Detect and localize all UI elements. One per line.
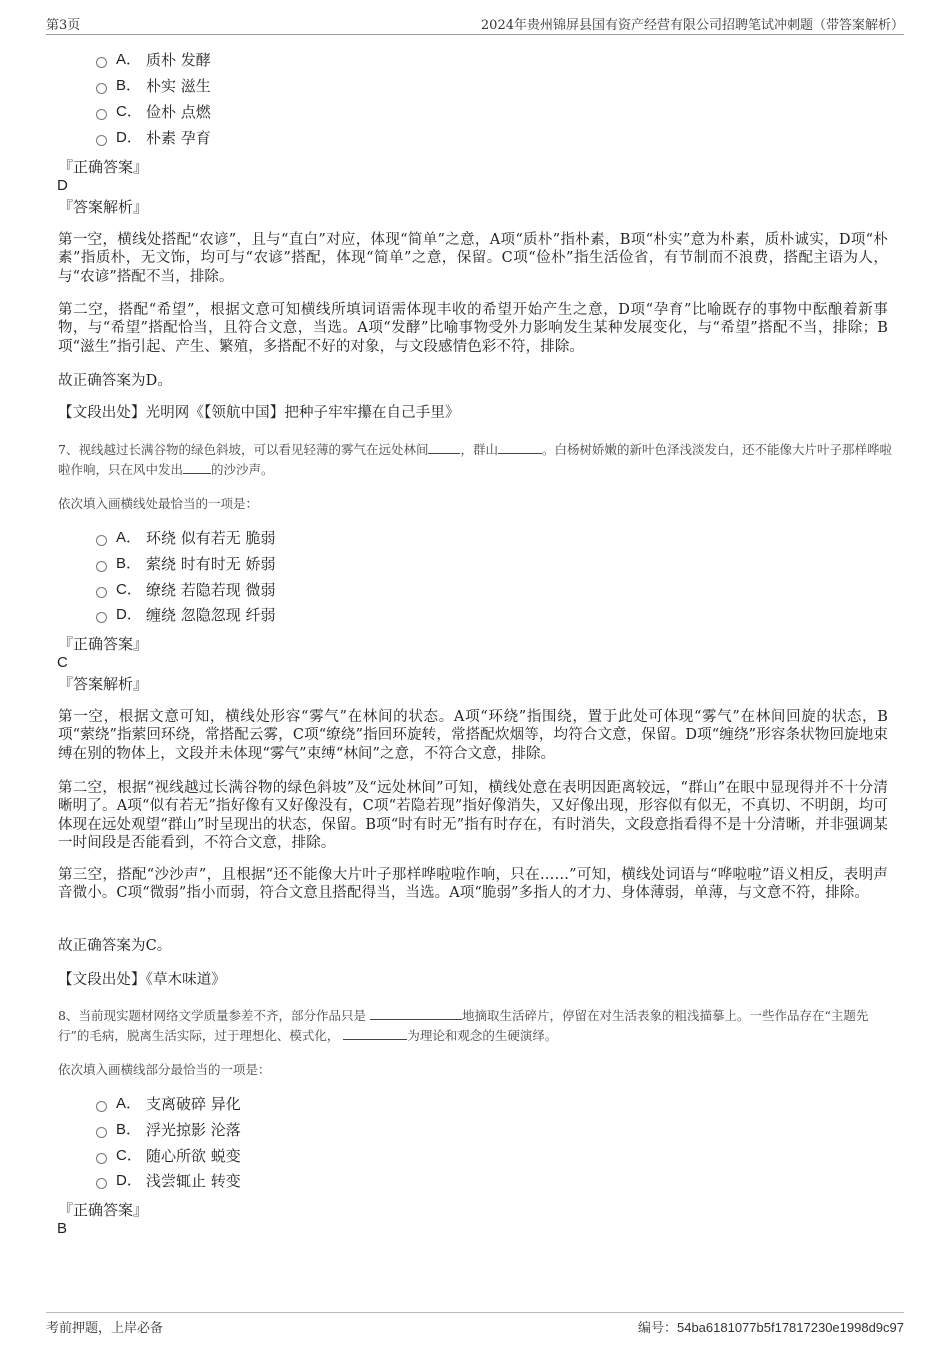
q6-analysis-label: 『答案解析』 bbox=[58, 198, 149, 216]
q7-analysis-p3: 第三空，搭配“沙沙声”，且根据“还不能像大片叶子那样哗啦啦作响，只在……”可知，横线处词语与“哗啦啦”语义相反，表明声音微小。C项“微弱”指小而弱，符合文意且搭配得当，当选。A项“脆弱”多指人的才力、身体薄弱，单薄，与文意不符，排除。 bbox=[58, 867, 888, 902]
q6-analysis-p1: 第一空，横线处搭配“农谚”，且与“直白”对应，体现“简单”之意，A项“质朴”指朴素，B项“朴实”意为朴素，质朴诚实，D项“朴素”指质朴，无文饰，均可与“农谚”搭配，体现“简单”之意，保留。C项“俭朴”指生活俭省，有节制而不浪费，搭配主语为人，与“农谚”搭配不当，排除。 bbox=[58, 232, 888, 285]
q8-prompt: 依次填入画横线部分最恰当的一项是： bbox=[58, 1062, 271, 1077]
radio-button-icon[interactable] bbox=[96, 83, 107, 94]
radio-button-icon[interactable] bbox=[96, 57, 107, 68]
page-header bbox=[46, 14, 904, 35]
q7-stem: 7、视线越过长满谷物的绿色斜坡，可以看见轻薄的雾气在远处林间 ，群山 。白杨树娇嫩的新叶色泽浅淡发白，还不能像大片叶子那样哗啦啦作响，只在风中发出 的沙沙声。 bbox=[58, 442, 892, 477]
q6-analysis-p3: 故正确答案为D。 bbox=[58, 373, 172, 389]
q7-analysis-p2: 第二空，根据“视线越过长满谷物的绿色斜坡”及“远处林间”可知，横线处意在表明因距离较远，“群山”在眼中显现得并不十分清晰明了。A项“似有若无”指好像有又好像没有，C项“若隐若现”指好像消失，又好像出现，形容似有似无，不真切、不明朗，均可体现在远处观望“群山”时呈现出的状态，保留。B项“时有时无”指有时存在，有时消失，文段意指看得不是十分清晰，并非强调某一时间段是否能看到，不符合文意，排除。 bbox=[58, 780, 888, 851]
blank-line bbox=[498, 440, 542, 454]
q7-analysis-p1: 第一空，根据文意可知，横线处形容“雾气”在林间的状态。A项“环绕”指围绕，置于此处可体现“雾气”在林间回旋的状态，B项“萦绕”指萦回环绕，常搭配云雾，C项“缭绕”指回环旋转，常搭配炊烟等，均符合文意，保留。D项“缠绕”形容条状物回旋地束缚在别的物体上，文段并未体现“雾气”束缚“林间”之意，不符合文意，排除。 bbox=[58, 709, 888, 762]
q8-stem: 8、当前现实题材网络文学质量参差不齐，部分作品只是 地摘取生活碎片，停留在对生活表象的粗浅描摹上。一些作品存在“主题先行”的毛病，脱离生活实际，过于理想化、模式化， 为理论和观念的生硬演绎。 bbox=[58, 1008, 869, 1043]
option-text: 俭朴 点燃 bbox=[146, 103, 211, 121]
q8-answer-label: 『正确答案』 bbox=[58, 1201, 149, 1219]
blank-line bbox=[343, 1026, 407, 1040]
q7-option-a[interactable]: A． 环绕 似有若无 脆弱 bbox=[96, 528, 276, 548]
q7-analysis-p4: 故正确答案为C。 bbox=[58, 938, 172, 954]
q6-source: 【文段出处】光明网《【领航中国】把种子牢牢攥在自己手里》 bbox=[58, 405, 460, 421]
radio-button-icon[interactable] bbox=[96, 612, 107, 623]
radio-button-icon[interactable] bbox=[96, 1101, 107, 1112]
q7-source: 【文段出处】《草木味道》 bbox=[58, 972, 226, 988]
radio-button-icon[interactable] bbox=[96, 561, 107, 572]
blank-line bbox=[428, 440, 460, 454]
document-code: 编号：54ba6181077b5f17817230e1998d9c97 bbox=[637, 1320, 904, 1336]
q8-option-c[interactable]: C． 随心所欲 蜕变 bbox=[96, 1146, 241, 1166]
q8-answer: B bbox=[57, 1220, 68, 1237]
page-footer bbox=[46, 1312, 904, 1339]
q7-answer: C bbox=[57, 654, 68, 671]
radio-button-icon[interactable] bbox=[96, 535, 107, 546]
q8-option-d[interactable]: D． 浅尝辄止 转变 bbox=[96, 1171, 241, 1191]
option-text: 朴素 孕育 bbox=[146, 129, 211, 147]
document-title: 2024年贵州锦屏县国有资产经营有限公司招聘笔试冲刺题（带答案解析） bbox=[480, 18, 904, 33]
q8-option-a[interactable]: A． 支离破碎 异化 bbox=[96, 1094, 241, 1114]
radio-button-icon[interactable] bbox=[96, 1127, 107, 1138]
radio-button-icon[interactable] bbox=[96, 135, 107, 146]
q6-analysis-p2: 第二空，搭配“希望”，根据文意可知横线所填词语需体现丰收的希望开始产生之意，D项“孕育”比喻既存的事物中酝酿着新事物，与“希望”搭配恰当，且符合文意，当选。A项“发酵”比喻事物受外力影响发生某种发展变化，与“希望”搭配不当，排除；B项“滋生”指引起、产生、繁殖，多搭配不好的对象，与文段感情色彩不符，排除。 bbox=[58, 302, 888, 355]
q6-option-a[interactable]: A． 质朴 发酵 bbox=[96, 50, 211, 70]
option-text: 萦绕 时有时无 娇弱 bbox=[146, 555, 276, 573]
page-number: 第3页 bbox=[46, 18, 81, 33]
q6-answer-label: 『正确答案』 bbox=[58, 158, 149, 176]
option-text: 支离破碎 异化 bbox=[146, 1095, 241, 1113]
footer-slogan: 考前押题，上岸必备 bbox=[46, 1321, 164, 1336]
blank-line bbox=[183, 460, 211, 474]
blank-line bbox=[370, 1006, 462, 1020]
q7-option-d[interactable]: D． 缠绕 忽隐忽现 纤弱 bbox=[96, 605, 276, 625]
q7-answer-label: 『正确答案』 bbox=[58, 635, 149, 653]
q7-prompt: 依次填入画横线处最恰当的一项是： bbox=[58, 496, 259, 511]
q8-option-b[interactable]: B． 浮光掠影 沦落 bbox=[96, 1120, 241, 1140]
option-text: 随心所欲 蜕变 bbox=[146, 1147, 241, 1165]
radio-button-icon[interactable] bbox=[96, 1178, 107, 1189]
q6-answer: D bbox=[57, 177, 68, 194]
radio-button-icon[interactable] bbox=[96, 587, 107, 598]
option-text: 环绕 似有若无 脆弱 bbox=[146, 529, 276, 547]
q6-option-b[interactable]: B． 朴实 滋生 bbox=[96, 76, 211, 96]
q7-option-c[interactable]: C． 缭绕 若隐若现 微弱 bbox=[96, 580, 276, 600]
q7-analysis-label: 『答案解析』 bbox=[58, 675, 149, 693]
q6-option-c[interactable]: C． 俭朴 点燃 bbox=[96, 102, 211, 122]
q6-option-d[interactable]: D． 朴素 孕育 bbox=[96, 128, 211, 148]
option-text: 缠绕 忽隐忽现 纤弱 bbox=[146, 606, 276, 624]
option-text: 浅尝辄止 转变 bbox=[146, 1172, 241, 1190]
radio-button-icon[interactable] bbox=[96, 109, 107, 120]
option-text: 质朴 发酵 bbox=[146, 51, 211, 69]
option-text: 浮光掠影 沦落 bbox=[146, 1121, 241, 1139]
q7-option-b[interactable]: B． 萦绕 时有时无 娇弱 bbox=[96, 554, 276, 574]
option-text: 朴实 滋生 bbox=[146, 77, 211, 95]
option-text: 缭绕 若隐若现 微弱 bbox=[146, 581, 276, 599]
radio-button-icon[interactable] bbox=[96, 1153, 107, 1164]
